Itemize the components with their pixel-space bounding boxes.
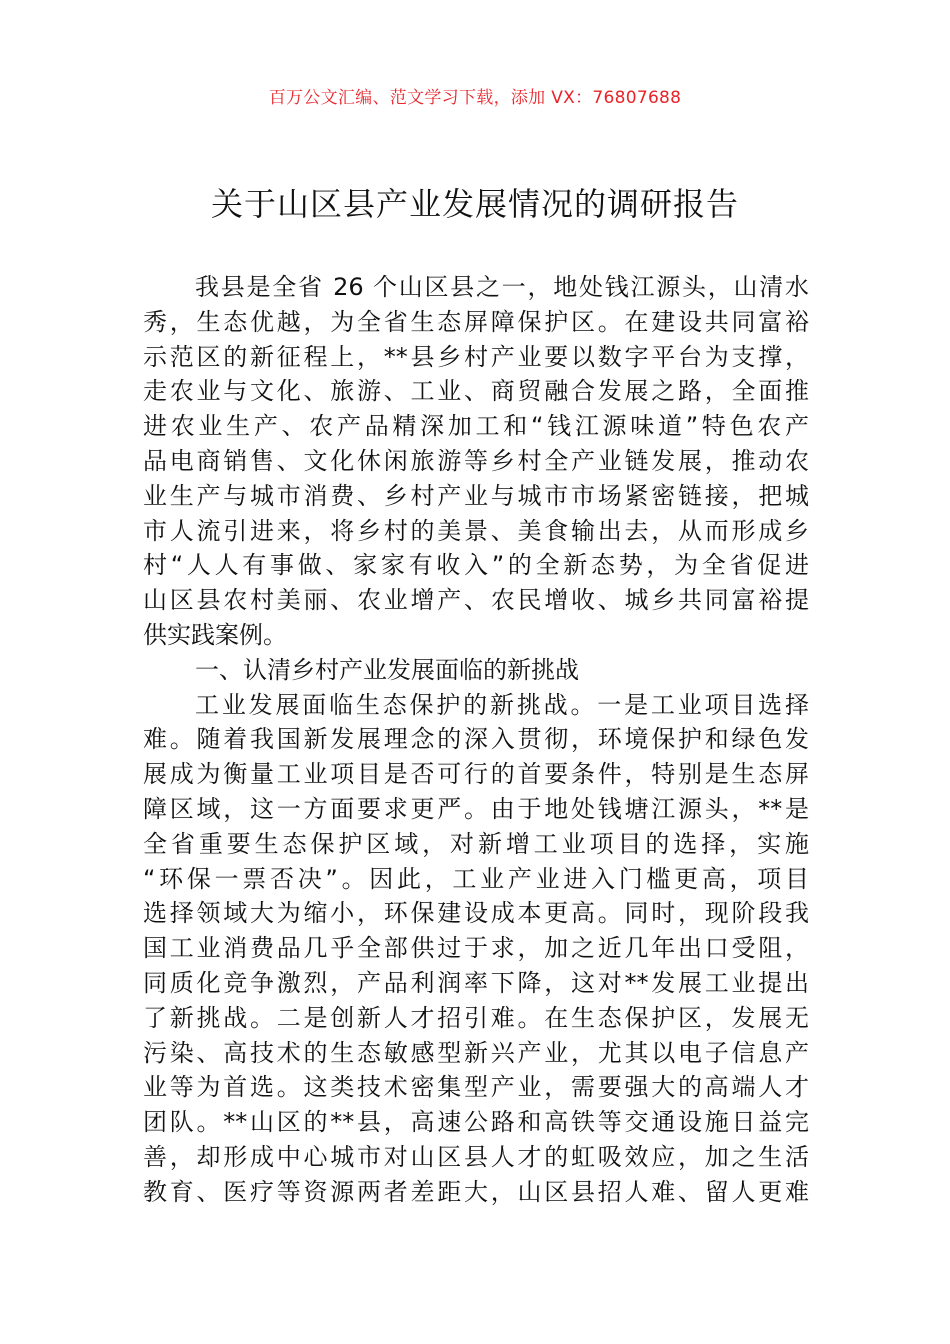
text-line: 业等为首选。这类技术密集型产业，需要强大的高端人才 bbox=[143, 1073, 809, 1102]
text-line: 进农业生产、农产品精深加工和“钱江源味道”特色农产 bbox=[143, 412, 809, 441]
text-line: 村“人人有事做、家家有收入”的全新态势，为全省促进 bbox=[143, 551, 809, 580]
text-line: 展成为衡量工业项目是否可行的首要条件，特别是生态屏 bbox=[143, 760, 809, 789]
text-line: 秀，生态优越，为全省生态屏障保护区。在建设共同富裕 bbox=[143, 307, 809, 336]
text-line: 教育、医疗等资源两者差距大，山区县招人难、留人更难 bbox=[143, 1177, 809, 1206]
body-text bbox=[143, 270, 809, 1210]
text-line: 污染、高技术的生态敏感型新兴产业，尤其以电子信息产 bbox=[143, 1038, 809, 1067]
text-line: 难。随着我国新发展理念的深入贯彻，环境保护和绿色发 bbox=[143, 725, 809, 754]
text-line: 示范区的新征程上，**县乡村产业要以数字平台为支撑， bbox=[143, 342, 809, 371]
text-line: 团队。**山区的**县，高速公路和高铁等交通设施日益完 bbox=[143, 1108, 809, 1137]
text-line: 善，却形成中心城市对山区县人才的虹吸效应，加之生活 bbox=[143, 1142, 809, 1171]
text-line: 国工业消费品几乎全部供过于求，加之近几年出口受阻， bbox=[143, 934, 809, 963]
text-line: 品电商销售、文化休闲旅游等乡村全产业链发展，推动农 bbox=[143, 446, 809, 475]
text-line: 同质化竞争激烈，产品利润率下降，这对**发展工业提出 bbox=[143, 968, 809, 997]
text-line: 我县是全省 26 个山区县之一，地处钱江源头，山清水 bbox=[195, 273, 809, 301]
section-heading: 一、认清乡村产业发展面临的新挑战 bbox=[195, 655, 579, 684]
text-line: 供实践案例。 bbox=[143, 620, 287, 649]
text-line: 选择领域大为缩小，环保建设成本更高。同时，现阶段我 bbox=[143, 899, 809, 928]
text-line: 工业发展面临生态保护的新挑战。一是工业项目选择 bbox=[195, 690, 809, 719]
text-line: 障区域，这一方面要求更严。由于地处钱塘江源头，**是 bbox=[143, 794, 809, 823]
text-line: 全省重要生态保护区域，对新增工业项目的选择，实施 bbox=[143, 829, 809, 858]
text-line: 业生产与城市消费、乡村产业与城市市场紧密链接，把城 bbox=[143, 481, 809, 510]
page-title: 关于山区县产业发展情况的调研报告 bbox=[210, 185, 739, 223]
text-line: 走农业与文化、旅游、工业、商贸融合发展之路，全面推 bbox=[143, 377, 809, 406]
header-note: 百万公文汇编、范文学习下载，添加 VX：76807688 bbox=[268, 88, 682, 108]
text-line: 了新挑战。二是创新人才招引难。在生态保护区，发展无 bbox=[143, 1003, 809, 1032]
text-line: 市人流引进来，将乡村的美景、美食输出去，从而形成乡 bbox=[143, 516, 809, 545]
text-line: 山区县农村美丽、农业增产、农民增收、城乡共同富裕提 bbox=[143, 586, 809, 615]
text-line: “环保一票否决”。因此，工业产业进入门槛更高，项目 bbox=[143, 864, 809, 893]
